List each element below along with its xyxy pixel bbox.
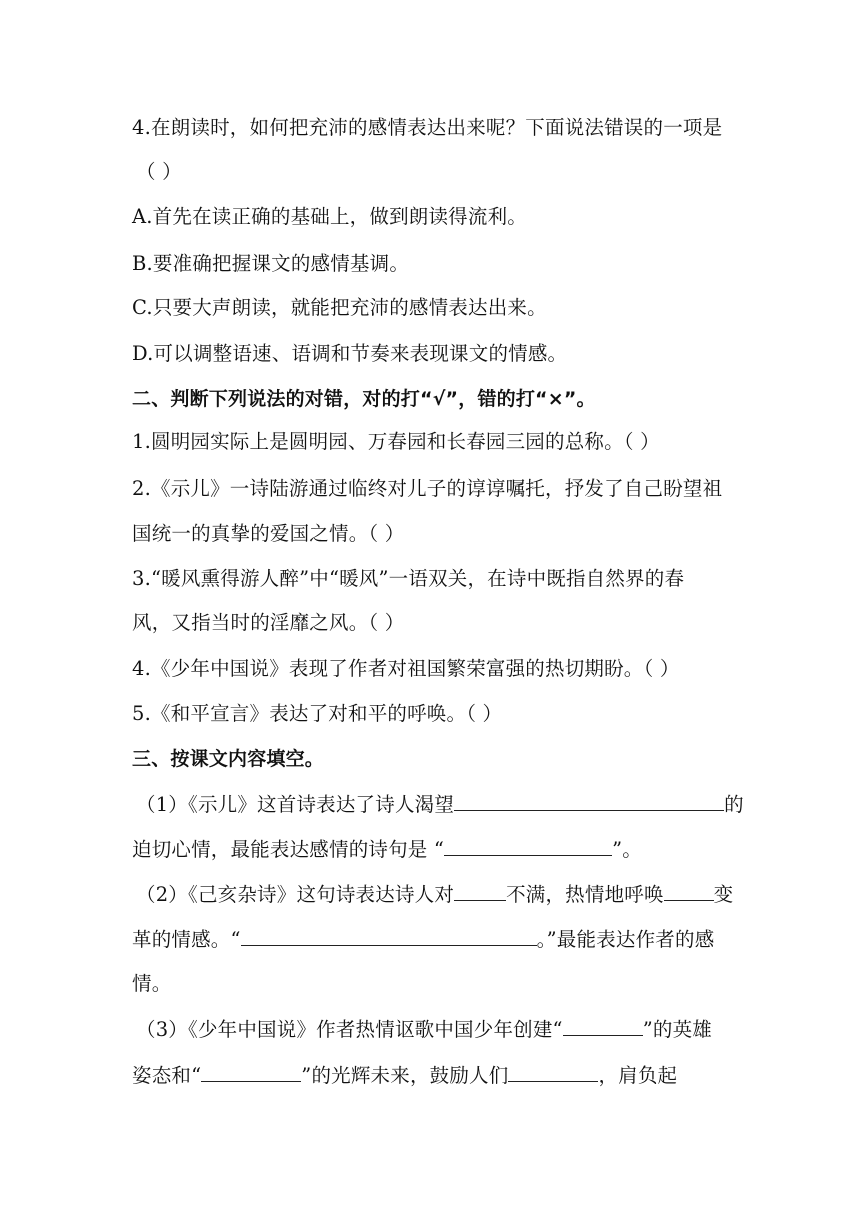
s3-line-2	[132, 835, 642, 864]
q4-stem: 4.在朗读时，如何把充沛的感情表达出来呢？下面说法错误的一项是	[132, 116, 723, 139]
s3-line-2-text-a: 迫切心情，最能表达感情的诗句是 “	[132, 838, 445, 861]
fill-blank-5[interactable]	[241, 925, 537, 946]
s3-line-4	[132, 925, 714, 954]
section2-heading: 二、判断下列说法的对错，对的打“√”，错的打“×”。	[132, 388, 596, 410]
s2-item-1: 1.圆明园实际上是圆明园、万春园和长春园三园的总称。（ ）	[132, 430, 660, 453]
fill-blank-1[interactable]	[454, 790, 724, 811]
s3-line-1-text-a: （1）《示儿》这首诗表达了诗人渴望	[136, 793, 455, 816]
s2-item-3-line1: 3.“暖风熏得游人醉”中“暖风”一语双关，在诗中既指自然界的春	[132, 567, 685, 590]
s2-item-5: 5.《和平宣言》表达了对和平的呼唤。（ ）	[132, 702, 503, 725]
s3-line-7	[132, 1061, 677, 1090]
s3-line-1-text-b: 的	[724, 793, 744, 816]
fill-blank-2[interactable]	[444, 835, 612, 856]
q4-option-b: B.要准确把握课文的感情基调。	[132, 252, 410, 275]
s3-line-3-text-a: （2）《己亥杂诗》这句诗表达诗人对	[136, 883, 455, 906]
s3-line-3-text-c: 变	[713, 883, 734, 906]
q4-option-d: D.可以调整语速、语调和节奏来表现课文的情感。	[132, 342, 568, 365]
s3-line-4-text-a: 革的情感。“	[132, 928, 241, 951]
s2-item-2-line2: 国统一的真挚的爱国之情。（ ）	[132, 522, 405, 545]
fill-blank-6[interactable]	[563, 1015, 643, 1036]
s2-item-3-line2: 风，又指当时的淫靡之风。（ ）	[132, 611, 405, 634]
fill-blank-3[interactable]	[454, 880, 506, 901]
s3-line-3	[136, 880, 733, 909]
fill-blank-8[interactable]	[508, 1061, 598, 1082]
fill-blank-7[interactable]	[201, 1061, 301, 1082]
section3-heading: 三、按课文内容填空。	[132, 748, 325, 770]
s3-line-3-text-b: 不满，热情地呼唤	[506, 883, 664, 906]
s2-item-4: 4.《少年中国说》表现了作者对祖国繁荣富强的热切期盼。（ ）	[132, 657, 680, 680]
s3-line-6	[136, 1015, 712, 1044]
s3-line-6-text-a: （3）《少年中国说》作者热情讴歌中国少年创建“	[136, 1018, 563, 1041]
q4-answer-paren: （ ）	[136, 160, 182, 183]
s3-line-1	[136, 790, 744, 819]
s3-line-2-text-b: ”。	[612, 838, 642, 861]
s3-line-5: 情。	[132, 972, 172, 995]
q4-option-a: A.首先在读正确的基础上，做到朗读得流利。	[132, 205, 527, 228]
s3-line-7-text-a: 姿态和“	[132, 1064, 202, 1087]
s3-line-4-text-b: 。”最能表达作者的感	[536, 928, 715, 951]
s3-line-7-text-b: ”的光辉未来，鼓励人们	[301, 1064, 509, 1087]
fill-blank-4[interactable]	[664, 880, 714, 901]
s2-item-2-line1: 2.《示儿》一诗陆游通过临终对儿子的谆谆嘱托，抒发了自己盼望祖	[132, 477, 723, 500]
s3-line-6-text-b: ”的英雄	[642, 1018, 713, 1041]
q4-option-c: C.只要大声朗读，就能把充沛的感情表达出来。	[132, 296, 547, 319]
s3-line-7-text-c: ，肩负起	[598, 1064, 678, 1087]
